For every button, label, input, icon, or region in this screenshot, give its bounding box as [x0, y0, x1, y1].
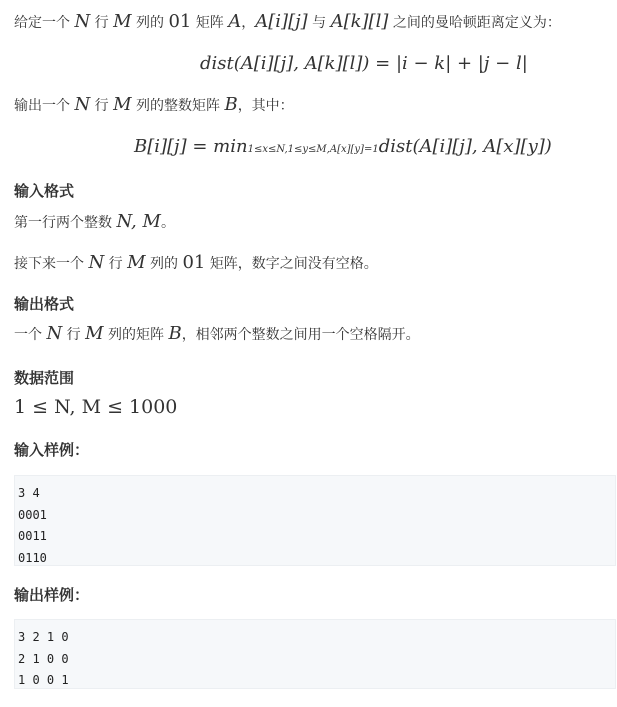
output-format-paragraph	[14, 323, 420, 346]
math-aij: A[i][j]	[255, 11, 308, 32]
b-formula-subscript: 1≤x≤N,1≤y≤M,A[x][y]=1	[247, 144, 379, 155]
output-intro-text: 输出一个	[14, 98, 70, 114]
math-M: M	[113, 11, 132, 32]
input-format-text: 接下来一个	[14, 256, 84, 272]
b-formula-lhs: B[i][j] = min	[134, 136, 248, 157]
intro-text: 行	[94, 15, 109, 31]
math-M: M	[113, 94, 132, 115]
math-N: N	[74, 11, 91, 32]
input-format-text: 行	[108, 256, 123, 272]
sample-output-block	[14, 619, 616, 689]
sample-output-heading: 输出样例：	[14, 586, 90, 604]
code-line: 0001	[18, 507, 47, 522]
output-format-text: 行	[66, 327, 81, 343]
code-line: 3 4	[18, 486, 40, 500]
intro-text: 之间的曼哈顿距离定义为：	[392, 15, 561, 31]
intro-text: 矩阵	[195, 15, 224, 31]
code-line: 3 2 1 0	[18, 630, 69, 644]
code-line: 0110	[18, 550, 47, 565]
math-N: N	[46, 323, 63, 344]
b-formula	[134, 136, 552, 157]
input-format-heading: 输入格式	[14, 182, 75, 200]
math-01: 01	[168, 11, 192, 32]
math-N: N	[74, 94, 91, 115]
sample-input-block	[14, 475, 616, 566]
math-M: M	[85, 323, 104, 344]
math-01: 01	[182, 252, 206, 273]
code-line: 2 1 0 0	[18, 651, 69, 666]
input-format-line1	[14, 211, 175, 234]
math-M: M	[127, 252, 146, 273]
output-format-text: ，相邻两个整数之间用一个空格隔开。	[181, 327, 420, 343]
code-line: 0011	[18, 529, 47, 543]
math-NM: N, M	[116, 211, 161, 232]
intro-text: 列的	[136, 15, 164, 31]
input-format-text: 列的	[150, 256, 178, 272]
math-akl: A[k][l]	[330, 11, 389, 32]
math-B: B	[168, 323, 182, 344]
b-formula-rhs: dist(A[i][j], A[x][y])	[378, 136, 552, 157]
math-A: A	[228, 11, 242, 32]
distance-formula: dist(A[i][j], A[k][l]) = |i − k| + |j − l|	[200, 53, 528, 74]
output-format-text: 列的矩阵	[108, 327, 164, 343]
output-intro-text: ，其中：	[237, 98, 294, 114]
intro-text: 给定一个	[14, 15, 70, 31]
intro-text: ，	[241, 15, 256, 31]
output-intro-text: 列的整数矩阵	[136, 98, 220, 114]
data-range-heading: 数据范围	[14, 369, 75, 387]
output-format-heading: 输出格式	[14, 295, 75, 313]
data-range-formula: 1 ≤ N, M ≤ 1000	[14, 396, 178, 418]
math-B: B	[224, 94, 238, 115]
input-format-text: 矩阵，数字之间没有空格。	[209, 256, 378, 272]
sample-input-heading: 输入样例：	[14, 441, 90, 459]
output-intro-text: 行	[94, 98, 109, 114]
input-format-text: 。	[160, 215, 175, 231]
input-format-line2	[14, 252, 378, 275]
output-intro-paragraph	[14, 94, 294, 117]
input-format-text: 第一行两个整数	[14, 215, 112, 231]
code-line: 1 0 0 1	[18, 673, 69, 687]
intro-text: 与	[312, 15, 327, 31]
math-N: N	[88, 252, 105, 273]
intro-paragraph	[14, 11, 561, 34]
output-format-text: 一个	[14, 327, 42, 343]
